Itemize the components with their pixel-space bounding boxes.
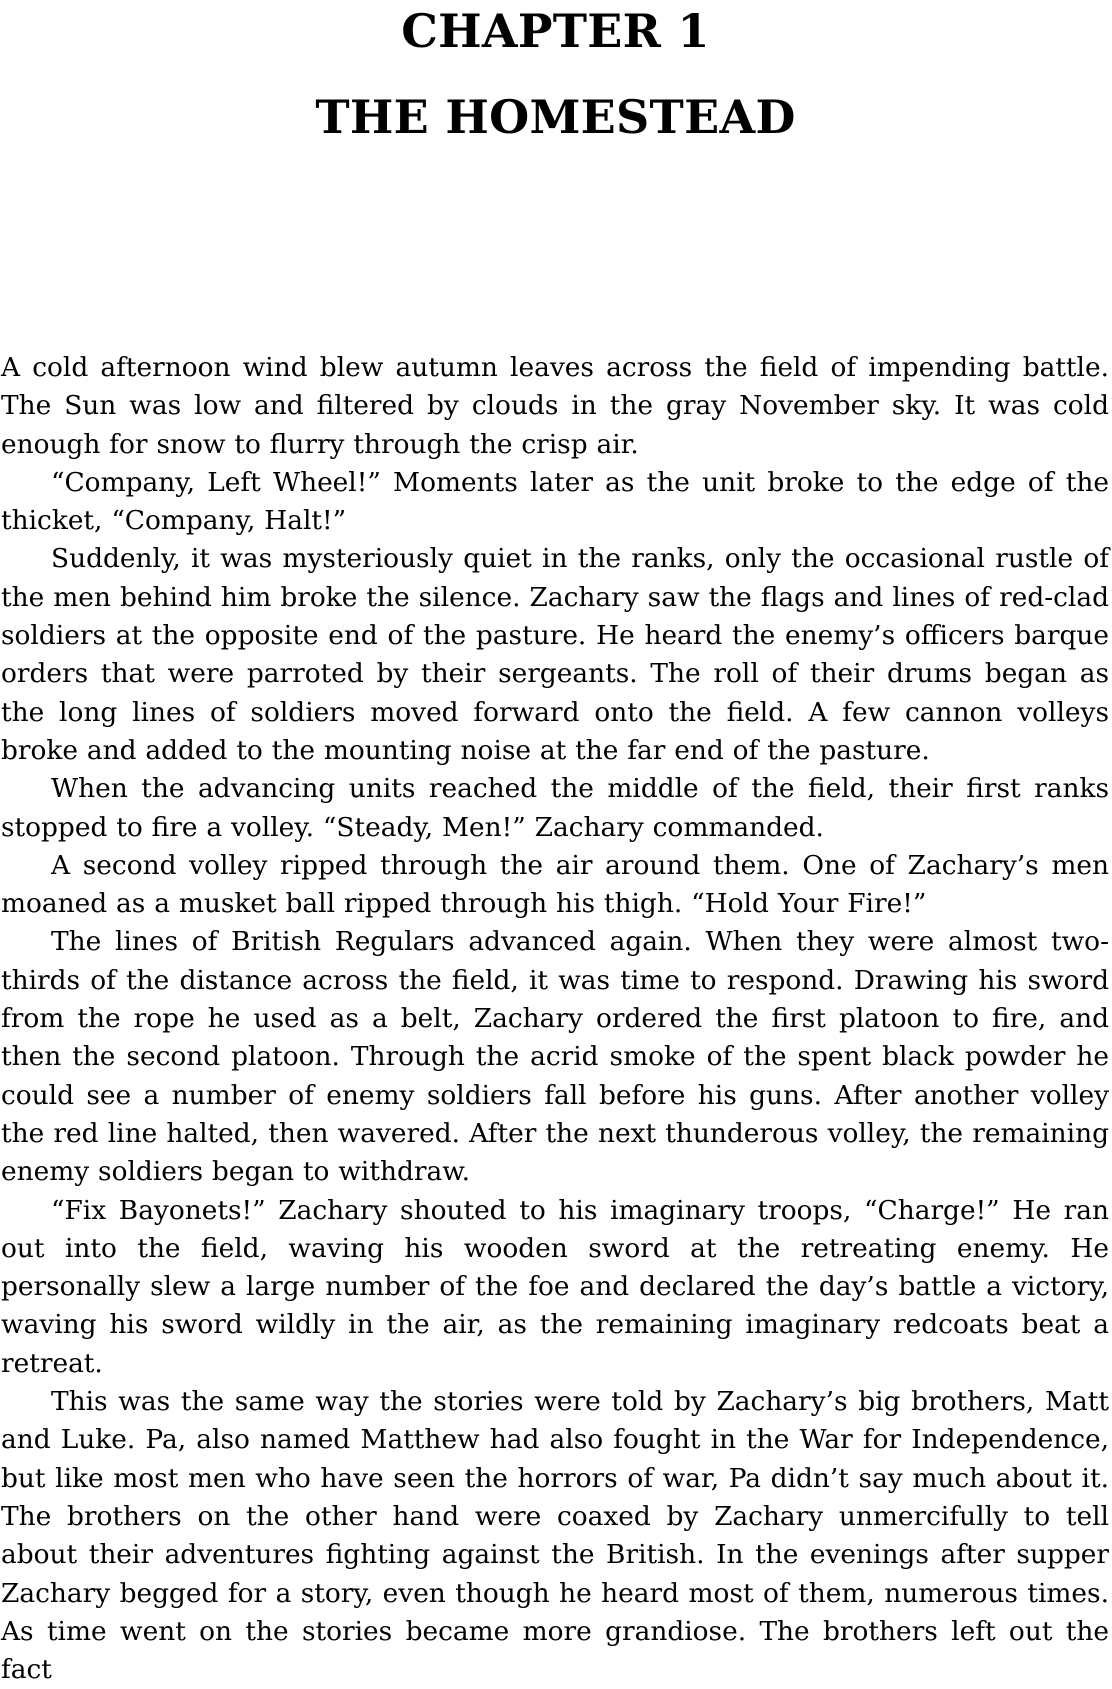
chapter-body [1, 349, 1109, 1689]
paragraph: “Fix Bayonets!” Zachary shouted to his imaginary troops, “Charge!” He ran out into the field, waving his wooden sword at the retreating enemy. He personally slew a large number of the foe and declared the day’s battle a victory, waving his sword wildly in the air, as the remaining imaginary redcoats beat a retreat. [1, 1194, 1109, 1379]
paragraph: A cold afternoon wind blew autumn leaves across the field of impending battle. The Sun was low and filtered by clouds in the gray November sky. It was cold enough for snow to flurry through the crisp air. [1, 352, 1109, 460]
paragraph: Suddenly, it was mysteriously quiet in the ranks, only the occasional rustle of the men behind him broke the silence. Zachary saw the flags and lines of red-clad soldiers at the opposite end of the pasture. He heard the enemy’s officers barque orders that were parroted by their sergeants. The roll of their drums began as the long lines of soldiers moved forward onto the field. A few cannon volleys broke and added to the mounting noise at the far end of the pasture. [1, 543, 1109, 766]
paragraph: “Company, Left Wheel!” Moments later as the unit broke to the edge of the thicket, “Company, Halt!” [1, 466, 1109, 537]
chapter-heading [1, 0, 1110, 144]
paragraph: The lines of British Regulars advanced again. When they were almost two-thirds of the distance across the field, it was time to respond. Drawing his sword from the rope he used as a belt, Zachary ordered the first platoon to fire, and then the second platoon. Through the acrid smoke of the spent black powder he could see a number of enemy soldiers fall before his guns. After another volley the red line halted, then wavered. After the next thunderous volley, the remaining enemy soldiers began to withdraw. [1, 926, 1109, 1188]
chapter-number: CHAPTER 1 [401, 4, 710, 58]
paragraph: A second volley ripped through the air around them. One of Zachary’s men moaned as a musket ball ripped through his thigh. “Hold Your Fire!” [1, 849, 1109, 920]
paragraph: When the advancing units reached the middle of the field, their first ranks stopped to fire a volley. “Steady, Men!” Zachary commanded. [1, 773, 1109, 843]
paragraph: This was the same way the stories were told by Zachary’s big brothers, Matt and Luke. Pa, also named Matthew had also fought in the War for Independence, but like most men who have seen the horrors of war, Pa didn’t say much about it. The brothers on the other hand were coaxed by Zachary unmercifully to tell about their adventures fighting against the British. In the evenings after supper Zachary begged for a story, even though he heard most of them, numerous times. As time went on the stories became more grandiose. The brothers left out the fact [1, 1386, 1109, 1686]
chapter-title: THE HOMESTEAD [315, 90, 796, 144]
